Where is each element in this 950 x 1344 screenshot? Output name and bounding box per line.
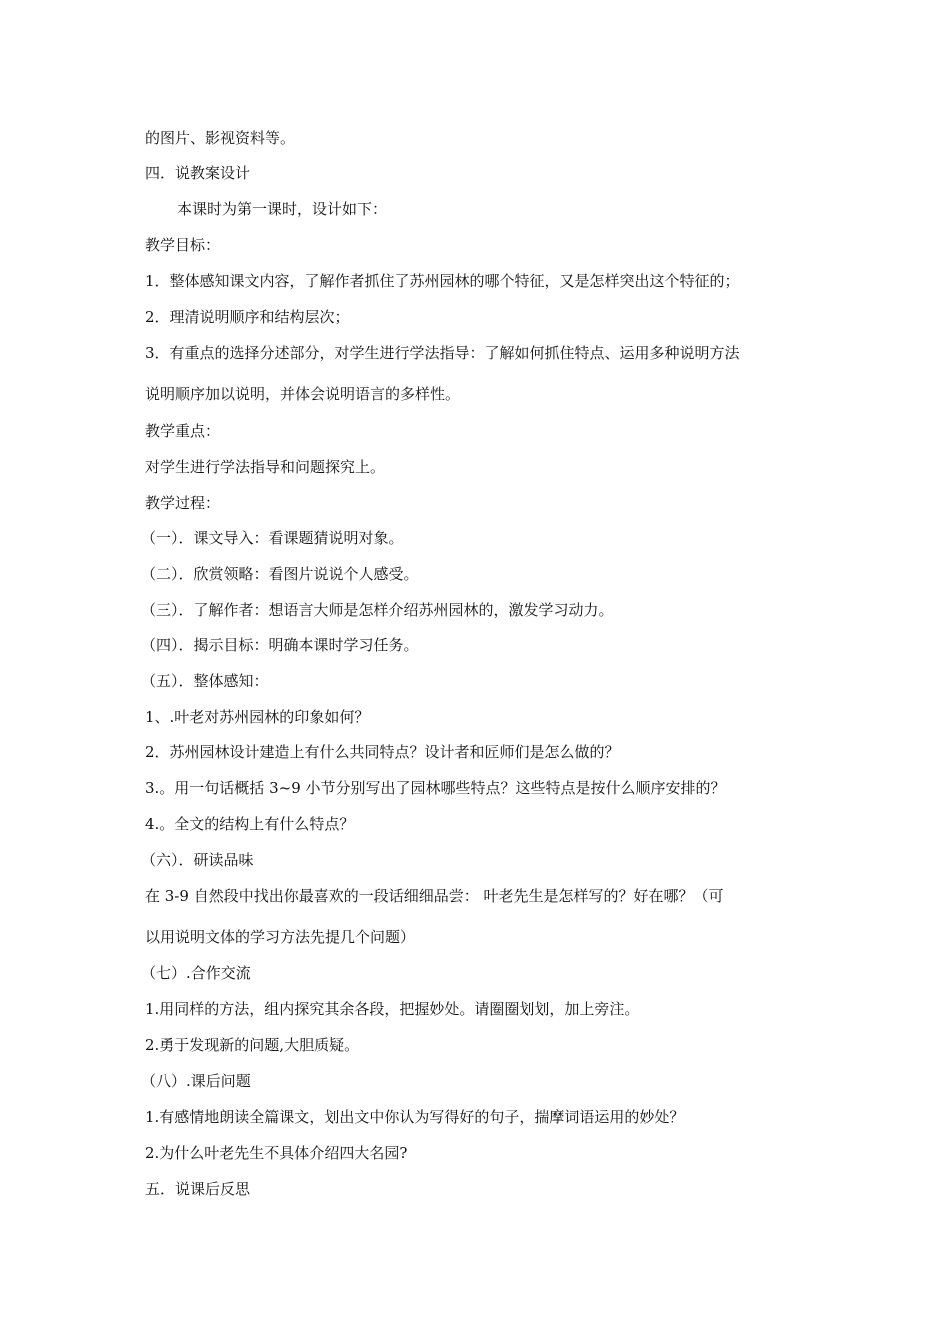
- list-item: 2.勇于发现新的问题,大胆质疑。: [145, 1036, 360, 1054]
- text-line: 说明顺序加以说明，并体会说明语言的多样性。: [145, 385, 461, 403]
- process-step: （六）．研读品味: [141, 851, 254, 869]
- list-item: 1.有感情地朗读全篇课文，划出文中你认为写得好的句子，揣摩词语运用的妙处？: [145, 1108, 685, 1126]
- process-step: （四）．揭示目标：明确本课时学习任务。: [141, 636, 419, 654]
- list-item: 1．整体感知课文内容，了解作者抓住了苏州园林的哪个特征，又是怎样突出这个特征的；: [145, 272, 740, 290]
- process-step: （八）.课后问题: [141, 1072, 251, 1090]
- process-step: （五）．整体感知：: [141, 672, 269, 690]
- subheading-objectives: 教学目标：: [145, 236, 221, 254]
- text-line: 的图片、影视资料等。: [145, 129, 296, 147]
- section-heading-4: 四．说教案设计: [145, 164, 251, 182]
- text-line: 对学生进行学法指导和问题探究上。: [145, 458, 386, 476]
- process-step: （一）．课文导入：看课题猜说明对象。: [141, 529, 404, 547]
- list-item: 1.用同样的方法，组内探究其余各段，把握妙处。请圈圈划划，加上旁注。: [145, 1000, 640, 1018]
- process-step: （三）．了解作者：想语言大师是怎样介绍苏州园林的，激发学习动力。: [141, 601, 614, 619]
- process-step: （二）．欣赏领略：看图片说说个人感受。: [141, 565, 419, 583]
- text-line: 在 3-9 自然段中找出你最喜欢的一段话细细品尝： 叶老先生是怎样写的？好在哪？（可: [145, 887, 724, 905]
- list-item: 2.为什么叶老先生不具体介绍四大名园?: [145, 1144, 408, 1162]
- text-line: 以用说明文体的学习方法先提几个问题）: [145, 928, 416, 946]
- question-item: 3.。用一句话概括 3~9 小节分别写出了园林哪些特点？这些特点是按什么顺序安排的？: [145, 779, 726, 797]
- process-step: （七）.合作交流: [141, 964, 251, 982]
- subheading-process: 教学过程：: [145, 494, 221, 512]
- question-item: 2．苏州园林设计建造上有什么共同特点？设计者和匠师们是怎么做的？: [145, 743, 620, 761]
- list-item: 3．有重点的选择分述部分，对学生进行学法指导：了解如何抓住特点、运用多种说明方法: [145, 344, 740, 362]
- question-item: 4.。全文的结构上有什么特点？: [145, 815, 355, 833]
- text-line: 本课时为第一课时，设计如下：: [177, 200, 388, 218]
- section-heading-5: 五．说课后反思: [145, 1180, 251, 1198]
- subheading-key-points: 教学重点：: [145, 422, 221, 440]
- question-item: 1、.叶老对苏州园林的印象如何？: [145, 708, 370, 726]
- list-item: 2．理清说明顺序和结构层次；: [145, 308, 350, 326]
